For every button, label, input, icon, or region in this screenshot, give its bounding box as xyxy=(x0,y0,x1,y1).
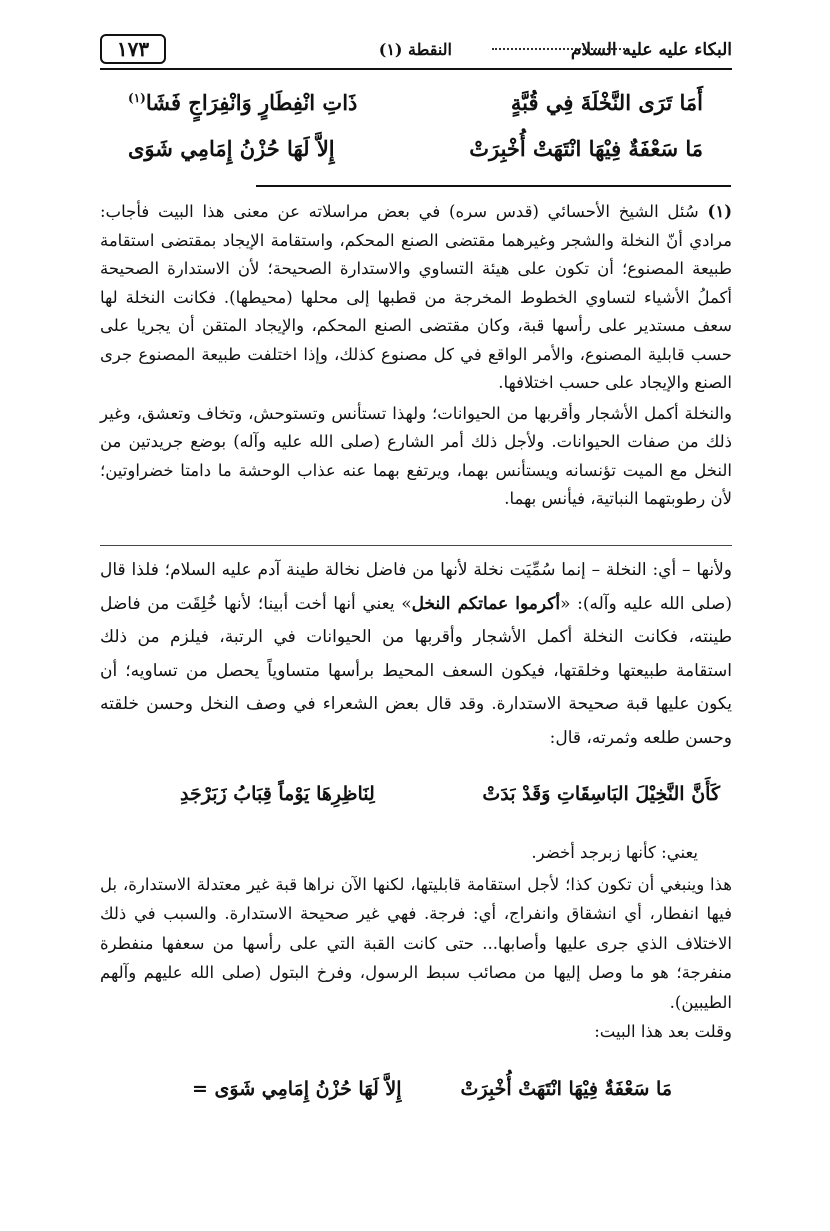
footnote-rule xyxy=(256,185,731,187)
footnote-text: سُئل الشيخ الأحسائي (قدس سره) في بعض مراسلاته عن معنى هذا البيت فأجاب: مرادي أنّ النخلة والشجر وغيرهما مقتضى الصنع المحكم، واستقامة الإيجاد بمقتضى استقامة طبيعة المصنوع؛ أن تكون على هيئة التساوي والاستدارة الصحيحة؛ لأن الاستدارة الصحيحة أكملُ الأشياء لتساوي الخطوط المخرجة من قطبها إلى محلها (محيطها). فكانت النخلة لها سعف مستدير على رأسها قبة، وكان مقتضى الصنع المحكم، والإيجاد المتقن أن يجريا على حسب قابلية المصنوع، والأمر الواقع في كل مصنوع كذلك، وإذا اختلفت طبيعة المصنوع جرى الصنع والإيجاد على حسب اختلافها. xyxy=(100,202,732,392)
footnote-mark: (١) xyxy=(707,202,732,221)
hadith-quote: أكرموا عماتكم النخل xyxy=(411,593,561,614)
page-header xyxy=(100,34,732,70)
header-rule xyxy=(100,68,732,70)
footnote-paragraph: والنخلة أكمل الأشجار وأقربها من الحيوانات؛ ولهذا تستأنس وتستوحش، وتخاف وتعشق، وغير ذلك من صفات الحيوانات. ولأجل ذلك أمر الشارع (صلى الله عليه وآله) بوضع جريدتين من النخل مع الميت تؤنسانه ويستأنس بهما، ويرتفع بهما عنه عذاب الوحشة ما دامتا خضراوتين؛ لأن رطوبتهما النباتية، فيأنس بهما. xyxy=(100,403,732,508)
poem-hemistich-first: أَمَا تَرَى النَّخْلَةَ فِي قُبَّةٍ xyxy=(510,90,703,115)
section-separator xyxy=(100,545,732,546)
body-text-run: » يعني أنها أخت أبينا؛ لأنها خُلِقَت من فاضل طينته، فكانت النخلة أكمل الأشجار وأقربها من الحيوانات في الرتبة، فيلزم من ذلك استقامة طبيعتها وخلقتها، فيكون السعف المحيط برأسها متساوياً يحصل من تساويه؛ أن يكون عليها قبة صحيحة الاستدارة. وقد قال بعض الشعراء في وصف النخل وحسن خلقته وحسن طلعه وثمرته، قال: xyxy=(100,593,732,748)
footnote-paragraph xyxy=(100,198,732,398)
header-dotted-leader xyxy=(492,48,628,50)
quoted-verse xyxy=(180,783,720,823)
poem-hemistich-second xyxy=(128,90,357,115)
verse-hemistich-first: كَأَنَّ النَّخِيْلَ البَاسِقَاتِ وَقَدْ بَدَتْ xyxy=(482,783,720,805)
main-poem xyxy=(128,90,703,182)
poem-hemistich-first: مَا سَعْفَةٌ فِيْهَا انْتَهَتْ أُخْبِرَتْ xyxy=(469,136,703,161)
verse-explanation: يعني: كأنها زبرجد أخضر. xyxy=(531,843,698,862)
verse-hemistich-second: لِنَاظِرِهَا يَوْماً قِبَابُ زَبَرْجَدِ xyxy=(180,783,375,805)
body-text-continued xyxy=(100,838,732,1047)
verse-hemistich-second: إِلاَّ لَهَا حُزْنُ إِمَامِي شَوَى = xyxy=(192,1078,402,1100)
poem-row xyxy=(128,90,703,136)
closing-verse xyxy=(192,1078,672,1118)
body-paragraph: وقلت بعد هذا البيت: xyxy=(594,1022,732,1041)
body-text xyxy=(100,554,732,755)
footnote-ref: (١) xyxy=(128,91,146,105)
book-title: البكاء عليه عليه السلام xyxy=(570,40,732,60)
verse-hemistich-first: مَا سَعْفَةٌ فِيْهَا انْتَهَتْ أُخْبِرَتْ xyxy=(460,1078,672,1100)
body-text-run: ولأنها – أي: النخلة – إنما سُمِّيَت نخلة لأنها من فاضل نخالة طينة آدم عليه السلام؛ فلذا قال (صلى الله عليه وآله): « xyxy=(100,560,732,614)
poem-hemistich-second: إِلاَّ لَهَا حُزْنُ إِمَامِي شَوَى xyxy=(128,136,335,161)
chapter-label: النقطة (١) xyxy=(378,40,452,59)
poem-row xyxy=(128,136,703,182)
body-paragraph xyxy=(100,554,732,755)
page-number: ١٧٣ xyxy=(100,34,166,64)
poem-hemistich-text: ذَاتِ انْفِطَارٍ وَانْفِرَاجٍ فَشَا xyxy=(145,90,358,115)
body-paragraph: هذا وينبغي أن تكون كذا؛ لأجل استقامة قابليتها، لكنها الآن نراها قبة غير معتدلة الاستدارة، بل فيها انفطار، أي انشقاق وانفراج، أي: فرجة. فهي غير صحيحة الاستدارة. والسبب في ذلك الاختلاف الذي جرى عليها وأصابها... حتى كانت القبة التي على رأسها من سعفها منفطرة منفرجة؛ هو ما وصل إليها من مصائب سبط الرسول، وفرخ البتول (صلى الله عليهم وآلهم الطيبين). xyxy=(100,874,732,1012)
footnote xyxy=(100,198,732,514)
